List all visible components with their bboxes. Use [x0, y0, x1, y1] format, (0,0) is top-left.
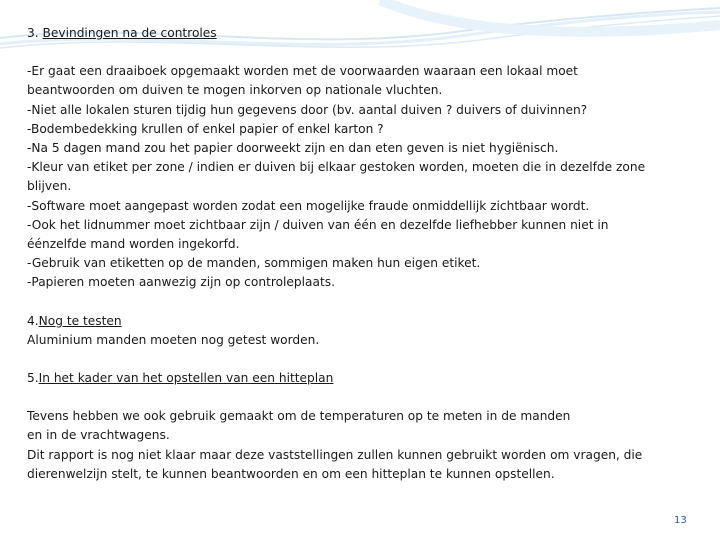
section-4-number: 4. [27, 313, 39, 328]
body-line: -Er gaat een draaiboek opgemaakt worden met de voorwaarden waaraan een lokaal moet [27, 64, 578, 79]
body-line: -Software moet aangepast worden zodat een mogelijke fraude onmiddellijk zichtbaar wordt. [27, 198, 590, 213]
body-line: Dit rapport is nog niet klaar maar deze vaststellingen zullen kunnen gebruikt worden om vragen, die [27, 447, 643, 462]
body-line: -Papieren moeten aanwezig zijn op controleplaats. [27, 275, 335, 290]
section-5-body [27, 407, 695, 484]
body-line: éénzelfde mand worden ingekorfd. [27, 237, 240, 252]
body-line: dierenwelzijn stelt, te kunnen beantwoorden en om een hitteplan te kunnen opstellen. [27, 466, 555, 481]
body-line: blijven. [27, 179, 72, 194]
body-line: -Niet alle lokalen sturen tijdig hun gegevens door (bv. aantal duiven ? duivers of duivinnen? [27, 102, 588, 117]
section-5-number: 5. [27, 371, 39, 386]
body-line: -Na 5 dagen mand zou het papier doorweekt zijn en dan eten geven is niet hygiënisch. [27, 141, 559, 156]
section-4-text: Aluminium manden moeten nog getest worden. [27, 332, 320, 347]
body-line: Tevens hebben we ook gebruik gemaakt om de temperaturen op te meten in de manden [27, 409, 571, 424]
page-number: 13 [674, 515, 687, 526]
section-4-title: Nog te testen [38, 313, 122, 328]
section-3-body [27, 62, 695, 292]
section-3-heading [27, 24, 695, 43]
section-5-heading [27, 369, 695, 388]
section-5-title: In het kader van het opstellen van een hitteplan [38, 371, 334, 386]
body-line: en in de vrachtwagens. [27, 428, 170, 443]
body-line: -Bodembedekking krullen of enkel papier of enkel karton ? [27, 121, 384, 136]
body-line: -Gebruik van etiketten op de manden, sommigen maken hun eigen etiket. [27, 256, 481, 271]
slide-content [27, 24, 695, 484]
body-line: beantwoorden om duiven te mogen inkorven op nationale vluchten. [27, 83, 443, 98]
body-line: -Kleur van etiket per zone / indien er duiven bij elkaar gestoken worden, moeten die in dezelfde zone [27, 160, 646, 175]
section-3-number: 3. [27, 26, 39, 40]
section-4-heading [27, 312, 695, 331]
section-3-title: Bevindingen na de controles [42, 26, 217, 40]
body-line: -Ook het lidnummer moet zichtbaar zijn / duiven van één en dezelfde liefhebber kunnen niet in [27, 217, 609, 232]
